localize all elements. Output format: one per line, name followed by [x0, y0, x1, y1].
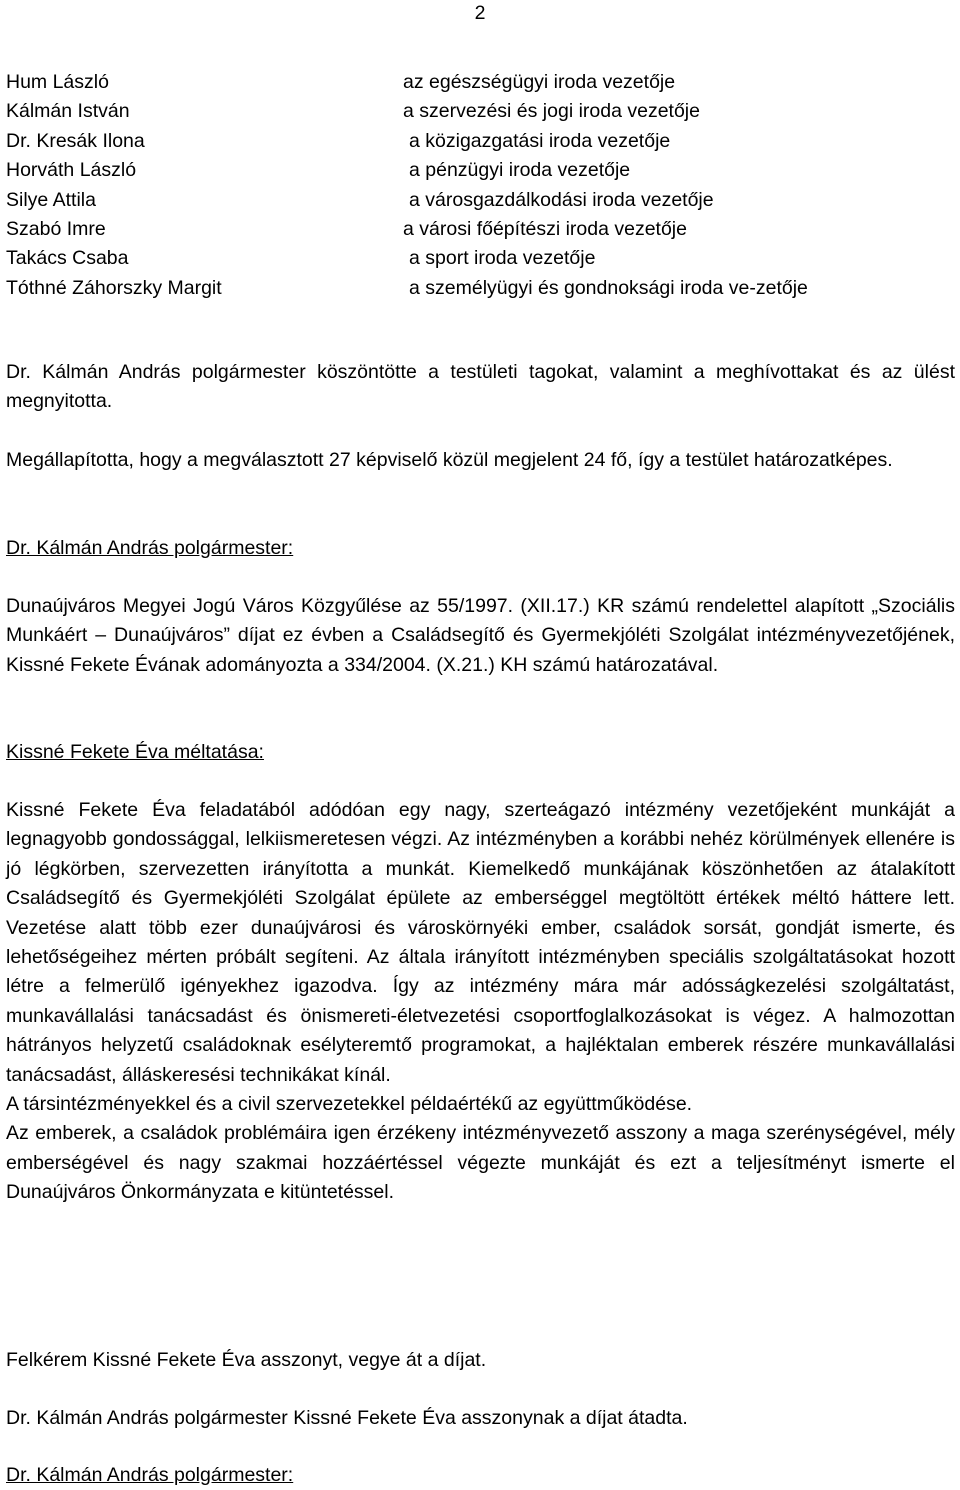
speaker-heading: [6, 534, 955, 563]
attendee-row: [6, 274, 956, 303]
quorum-text: Megállapította, hogy a megválasztott 27 képviselő közül megjelent 24 fő, így a testület határozatképes.: [6, 449, 893, 471]
request-text: Felkérem Kissné Fekete Éva asszonyt, vegye át a díjat.: [6, 1349, 487, 1371]
page-number: 2: [474, 2, 486, 24]
attendee-role: a szervezési és jogi iroda vezetője: [403, 100, 700, 123]
quorum-paragraph: [6, 446, 955, 475]
attendee-list: [6, 68, 956, 303]
attendee-row: [6, 186, 956, 215]
attendee-name: Takács Csaba: [6, 247, 129, 270]
attendee-role: a városi főépítészi iroda vezetője: [403, 218, 687, 241]
attendee-role: a közigazgatási iroda vezetője: [409, 129, 671, 152]
attendee-role: a személyügyi és gondnoksági iroda ve-zetője: [409, 276, 808, 299]
award-text: Dunaújváros Megyei Jogú Város Közgyűlése az 55/1997. (XII.17.) KR számú rendelettel alapított „Szociális Munkáért – Dunaújváros” díjat ez évben a Családsegítő és Gyermekjóléti Szolgálat intézményvezetőjének, Kissné Fekete Évának adományozta a 334/2004. (X.21.) KH számú határozatával.: [6, 595, 955, 676]
speaker-heading: [6, 1461, 955, 1490]
award-paragraph: [6, 592, 955, 680]
attendee-name: Silye Attila: [6, 188, 96, 211]
attendee-name: Horváth László: [6, 159, 137, 182]
attendee-name: Dr. Kresák Ilona: [6, 129, 145, 152]
laudation-heading-text: Kissné Fekete Éva méltatása:: [6, 741, 264, 763]
opening-text: Dr. Kálmán András polgármester köszöntötte a testületi tagokat, valamint a meghívottakat és az ülést megnyitotta.: [6, 361, 955, 413]
speaker-heading-text: Dr. Kálmán András polgármester:: [6, 537, 294, 559]
request-paragraph: [6, 1346, 955, 1375]
laudation-text: Kissné Fekete Éva feladatából adódóan egy nagy, szerteágazó intézmény vezetőjeként munkáját a legnagyobb gondossággal, lelkiismeretesen végzi. Az intézményben a korábbi nehéz körülmények ellenére is jó légkörben, szervezetten irányította a munkát. Kiemelkedő munkájának köszönhetően az átalakított Családsegítő és Gyermekjóléti Szolgálat épülete az emberséggel megtöltött értékek méltó háttere lett. Vezetése alatt több ezer dunaújvárosi és városkörnyéki ember, családok sorsát, gondját ismerte, és lehetőségeihez mérten próbált segíteni. Az általa irányított intézményben speciális szolgáltatásokat hozott létre a felmerülő igényekhez igazodva. Így az intézmény mára már adósságkezelési szolgáltatást, munkavállalási tanácsadást és önismereti-életvezetési csoportfoglalkozásokat is végez. A halmozottan hátrányos helyzetű családoknak esélyteremtő programokat, a hajléktalan emberek részére munkavállalási tanácsadást, álláskeresési technikákat kínál.: [6, 799, 955, 1086]
opening-paragraph: [6, 358, 955, 417]
attendee-row: [6, 97, 956, 126]
laudation-text: A társintézményekkel és a civil szervezetekkel példaértékű az együttműködése.: [6, 1093, 693, 1116]
attendee-role: az egészségügyi iroda vezetője: [403, 71, 676, 93]
laudation-paragraph: [6, 796, 955, 1208]
laudation-heading: [6, 738, 955, 767]
attendee-row: [6, 244, 956, 273]
attendee-name: Szabó Imre: [6, 218, 106, 241]
attendee-role: a városgazdálkodási iroda vezetője: [409, 188, 714, 211]
handover-paragraph: [6, 1404, 955, 1433]
attendee-row: [6, 68, 956, 97]
attendee-row: [6, 127, 956, 156]
handover-text: Dr. Kálmán András polgármester Kissné Fekete Éva asszonynak a díjat átadta.: [6, 1407, 688, 1429]
attendee-row: [6, 215, 956, 244]
attendee-role: a sport iroda vezetője: [409, 247, 596, 270]
speaker-heading-text: Dr. Kálmán András polgármester:: [6, 1464, 294, 1486]
attendee-row: [6, 156, 956, 185]
attendee-name: Hum László: [6, 71, 109, 93]
attendee-name: Tóthné Záhorszky Margit: [6, 276, 222, 299]
attendee-role: a pénzügyi iroda vezetője: [409, 159, 631, 182]
laudation-text: Az emberek, a családok problémáira igen érzékeny intézményvezető asszony a maga szerénységével, mély emberségével és nagy szakmai hozzáértéssel végezte munkáját és ezt a teljesítményt ismerte el Dunaújváros Önkormányzata e kitüntetéssel.: [6, 1122, 955, 1204]
attendee-name: Kálmán István: [6, 100, 130, 123]
